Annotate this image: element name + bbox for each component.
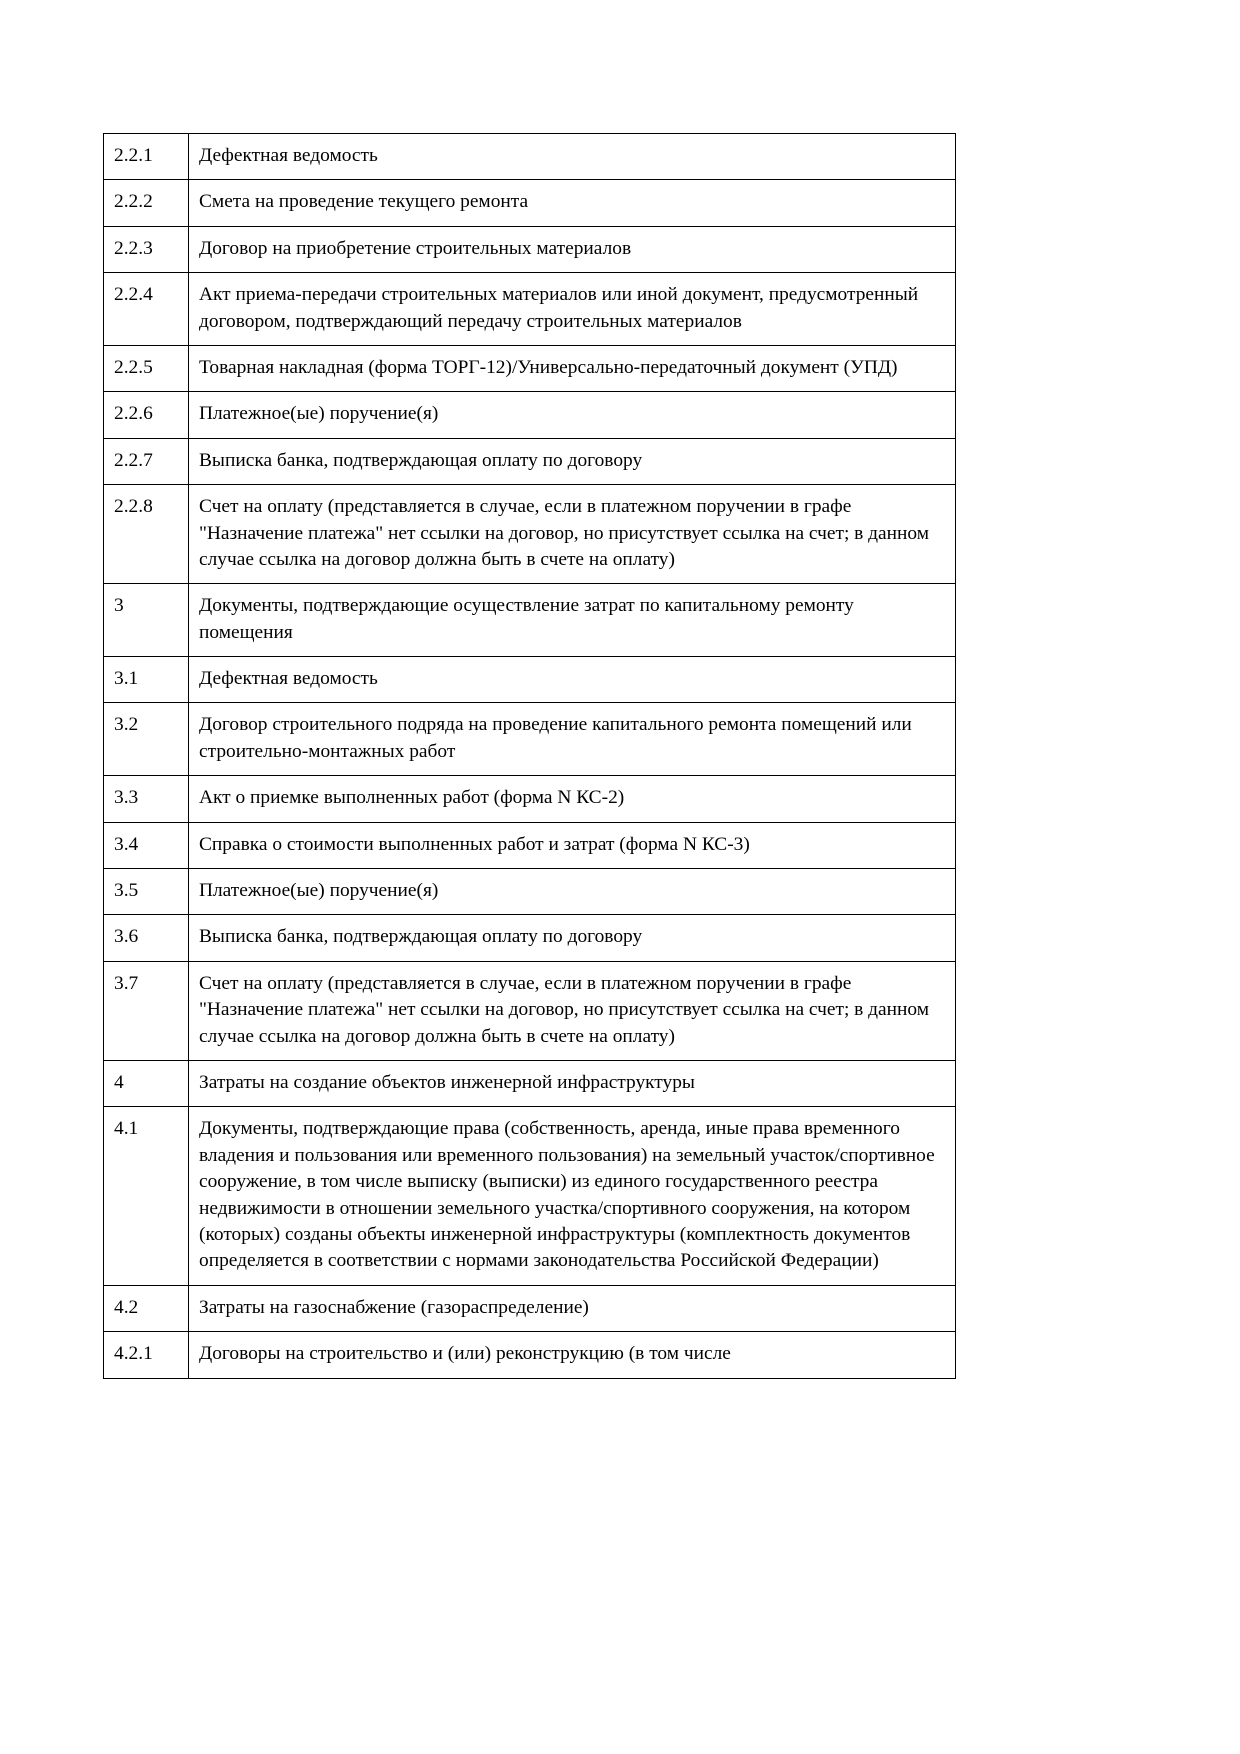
row-number-cell: 3.1 <box>104 657 189 703</box>
row-description-cell: Дефектная ведомость <box>189 657 956 703</box>
row-number-cell: 2.2.1 <box>104 134 189 180</box>
row-description-cell: Платежное(ые) поручение(я) <box>189 869 956 915</box>
row-number-cell: 4.2 <box>104 1285 189 1331</box>
table-row <box>104 226 956 272</box>
row-description-cell: Акт о приемке выполненных работ (форма N КС-2) <box>189 776 956 822</box>
document-table-container <box>103 133 955 1379</box>
row-description-cell: Выписка банка, подтверждающая оплату по договору <box>189 915 956 961</box>
row-description-cell: Затраты на газоснабжение (газораспределение) <box>189 1285 956 1331</box>
row-description-cell: Документы, подтверждающие права (собственность, аренда, иные права временного владения и пользования или временного пользования) на земельный участок/спортивное сооружение, в том числе выписку (выписки) из единого государственного реестра недвижимости в отношении земельного участка/спортивного сооружения, на котором (которых) созданы объекты инженерной инфраструктуры (комплектность документов определяется в соответствии с нормами законодательства Российской Федерации) <box>189 1107 956 1285</box>
table-row <box>104 869 956 915</box>
table-row <box>104 345 956 391</box>
table-row <box>104 180 956 226</box>
row-number-cell: 3.6 <box>104 915 189 961</box>
table-row <box>104 273 956 346</box>
table-row <box>104 703 956 776</box>
row-description-cell: Договор строительного подряда на проведение капитального ремонта помещений или строительно-монтажных работ <box>189 703 956 776</box>
row-number-cell: 3.7 <box>104 961 189 1060</box>
row-description-cell: Договоры на строительство и (или) реконструкцию (в том числе <box>189 1332 956 1378</box>
table-row <box>104 915 956 961</box>
table-row <box>104 438 956 484</box>
table-row <box>104 657 956 703</box>
row-description-cell: Платежное(ые) поручение(я) <box>189 392 956 438</box>
row-number-cell: 3.4 <box>104 822 189 868</box>
row-description-cell: Счет на оплату (представляется в случае, если в платежном поручении в графе "Назначение платежа" нет ссылки на договор, но присутствует ссылка на счет; в данном случае ссылка на договор должна быть в счете на оплату) <box>189 961 956 1060</box>
row-number-cell: 3.2 <box>104 703 189 776</box>
row-number-cell: 2.2.6 <box>104 392 189 438</box>
row-number-cell: 2.2.5 <box>104 345 189 391</box>
row-number-cell: 4 <box>104 1060 189 1106</box>
row-description-cell: Счет на оплату (представляется в случае, если в платежном поручении в графе "Назначение платежа" нет ссылки на договор, но присутствует ссылка на счет; в данном случае ссылка на договор должна быть в счете на оплату) <box>189 485 956 584</box>
table-row <box>104 1060 956 1106</box>
row-description-cell: Договор на приобретение строительных материалов <box>189 226 956 272</box>
row-number-cell: 2.2.7 <box>104 438 189 484</box>
row-number-cell: 2.2.3 <box>104 226 189 272</box>
table-body <box>104 134 956 1379</box>
row-number-cell: 2.2.4 <box>104 273 189 346</box>
row-number-cell: 3.5 <box>104 869 189 915</box>
table-row <box>104 1285 956 1331</box>
table-row <box>104 961 956 1060</box>
table-row <box>104 584 956 657</box>
row-description-cell: Документы, подтверждающие осуществление затрат по капитальному ремонту помещения <box>189 584 956 657</box>
row-description-cell: Смета на проведение текущего ремонта <box>189 180 956 226</box>
row-number-cell: 2.2.8 <box>104 485 189 584</box>
row-number-cell: 2.2.2 <box>104 180 189 226</box>
table-row <box>104 485 956 584</box>
table-row <box>104 392 956 438</box>
row-number-cell: 4.1 <box>104 1107 189 1285</box>
table-row <box>104 1332 956 1378</box>
row-number-cell: 4.2.1 <box>104 1332 189 1378</box>
row-number-cell: 3 <box>104 584 189 657</box>
row-number-cell: 3.3 <box>104 776 189 822</box>
requirements-table <box>103 133 956 1379</box>
row-description-cell: Акт приема-передачи строительных материалов или иной документ, предусмотренный договором, подтверждающий передачу строительных материалов <box>189 273 956 346</box>
row-description-cell: Затраты на создание объектов инженерной инфраструктуры <box>189 1060 956 1106</box>
table-row <box>104 822 956 868</box>
table-row <box>104 134 956 180</box>
table-row <box>104 776 956 822</box>
row-description-cell: Товарная накладная (форма ТОРГ-12)/Универсально-передаточный документ (УПД) <box>189 345 956 391</box>
row-description-cell: Выписка банка, подтверждающая оплату по договору <box>189 438 956 484</box>
table-row <box>104 1107 956 1285</box>
row-description-cell: Дефектная ведомость <box>189 134 956 180</box>
row-description-cell: Справка о стоимости выполненных работ и затрат (форма N КС-3) <box>189 822 956 868</box>
